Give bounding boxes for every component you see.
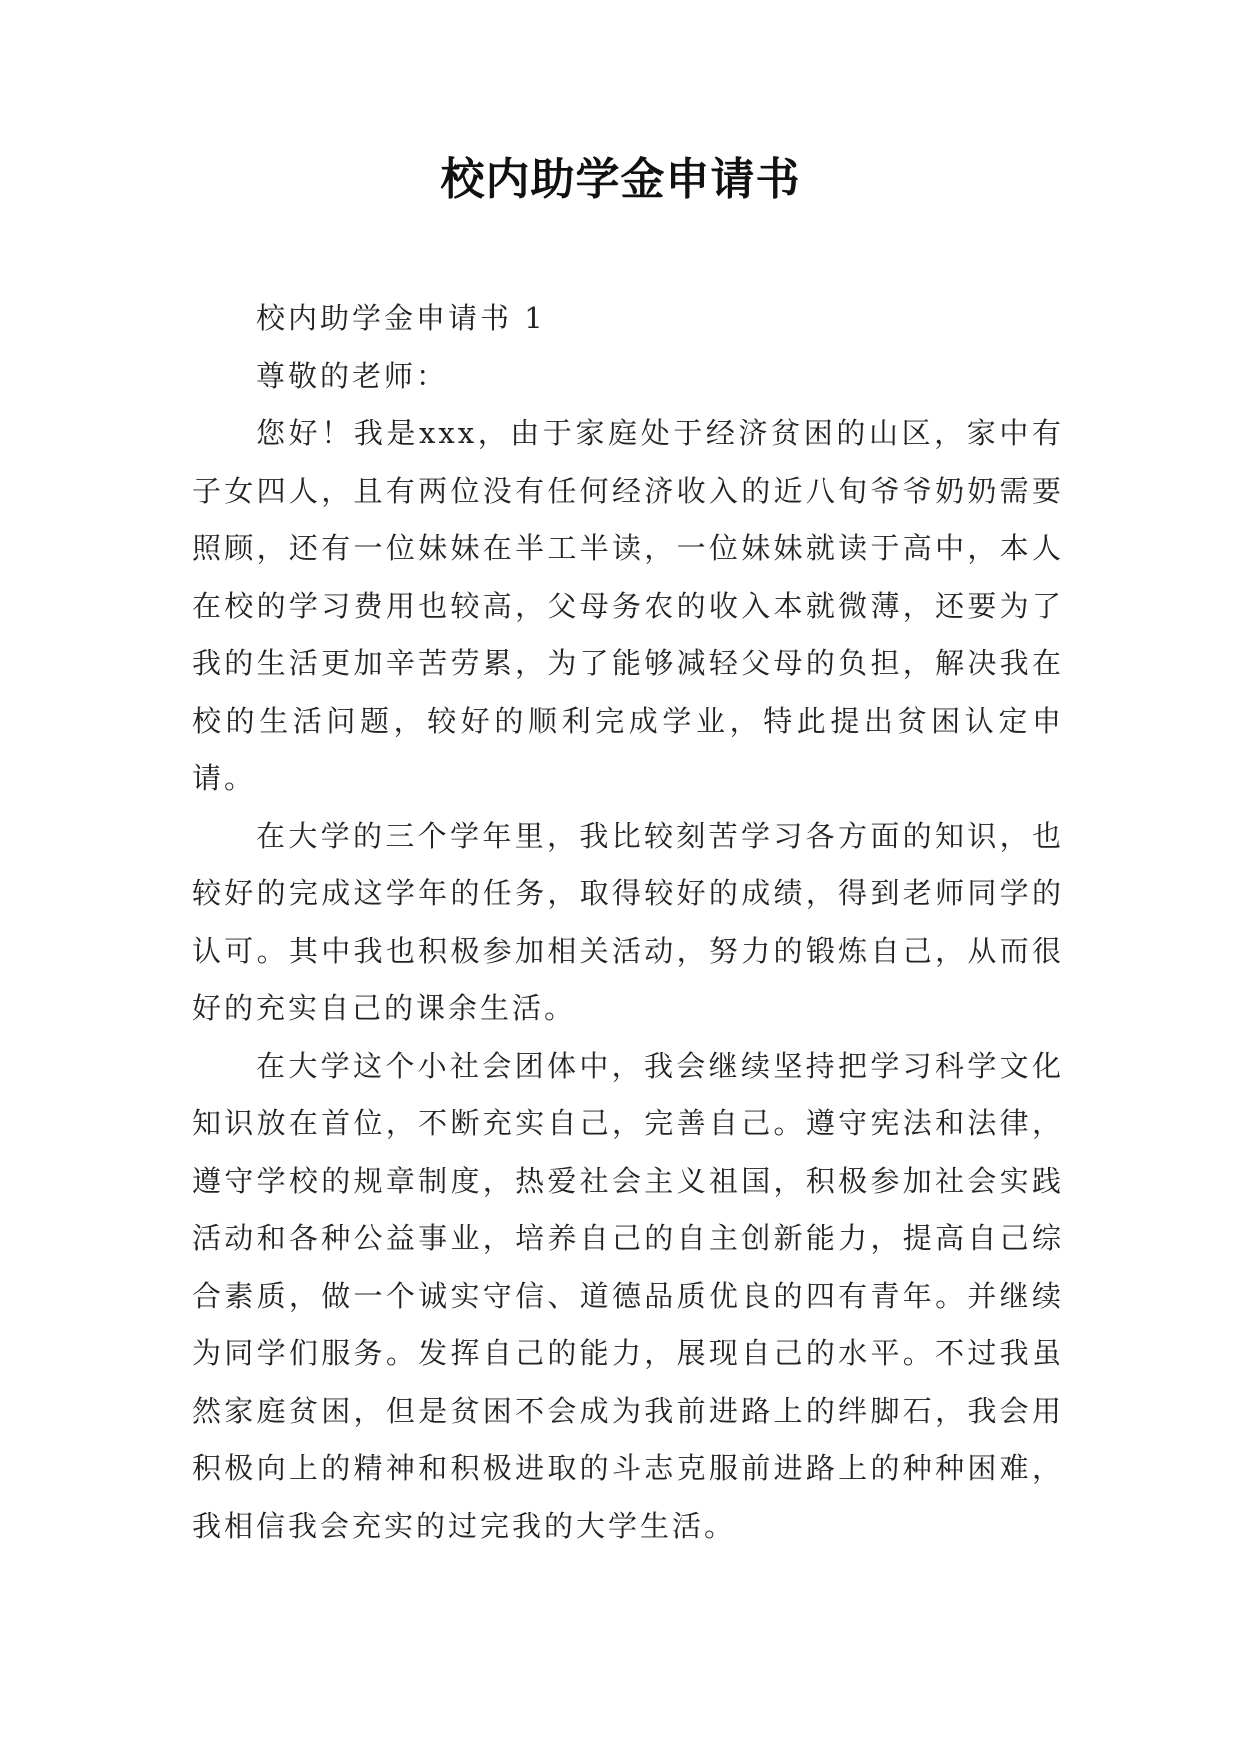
document-body xyxy=(192,290,1064,1555)
section-heading: 校内助学金申请书 1 xyxy=(256,301,546,335)
paragraph: 在大学的三个学年里，我比较刻苦学习各方面的知识，也较好的完成这学年的任务，取得较好的成绩，得到老师同学的认可。其中我也积极参加相关活动，努力的锻炼自己，从而很好的充实自己的课余生活。 xyxy=(192,818,1064,1025)
salutation: 尊敬的老师： xyxy=(256,358,449,393)
paragraph: 在大学这个小社会团体中，我会继续坚持把学习科学文化知识放在首位，不断充实自己，完善自己。遵守宪法和法律，遵守学校的规章制度，热爱社会主义祖国，积极参加社会实践活动和各种公益事业，培养自己的自主创新能力，提高自己综合素质，做一个诚实守信、道德品质优良的四有青年。并继续为同学们服务。发挥自己的能力，展现自己的水平。不过我虽然家庭贫困，但是贫困不会成为我前进路上的绊脚石，我会用积极向上的精神和积极进取的斗志克服前进路上的种种困难，我相信我会充实的过完我的大学生活。 xyxy=(192,1048,1064,1543)
document-title: 校内助学金申请书 xyxy=(440,154,801,205)
paragraph: 您好！我是xxx，由于家庭处于经济贫困的山区，家中有子女四人，且有两位没有任何经济收入的近八旬爷爷奶奶需要照顾，还有一位妹妹在半工半读，一位妹妹就读于高中，本人在校的学习费用也较高，父母务农的收入本就微薄，还要为了我的生活更加辛苦劳累，为了能够减轻父母的负担，解决我在校的生活问题，较好的顺利完成学业，特此提出贫困认定申请。 xyxy=(192,416,1064,795)
